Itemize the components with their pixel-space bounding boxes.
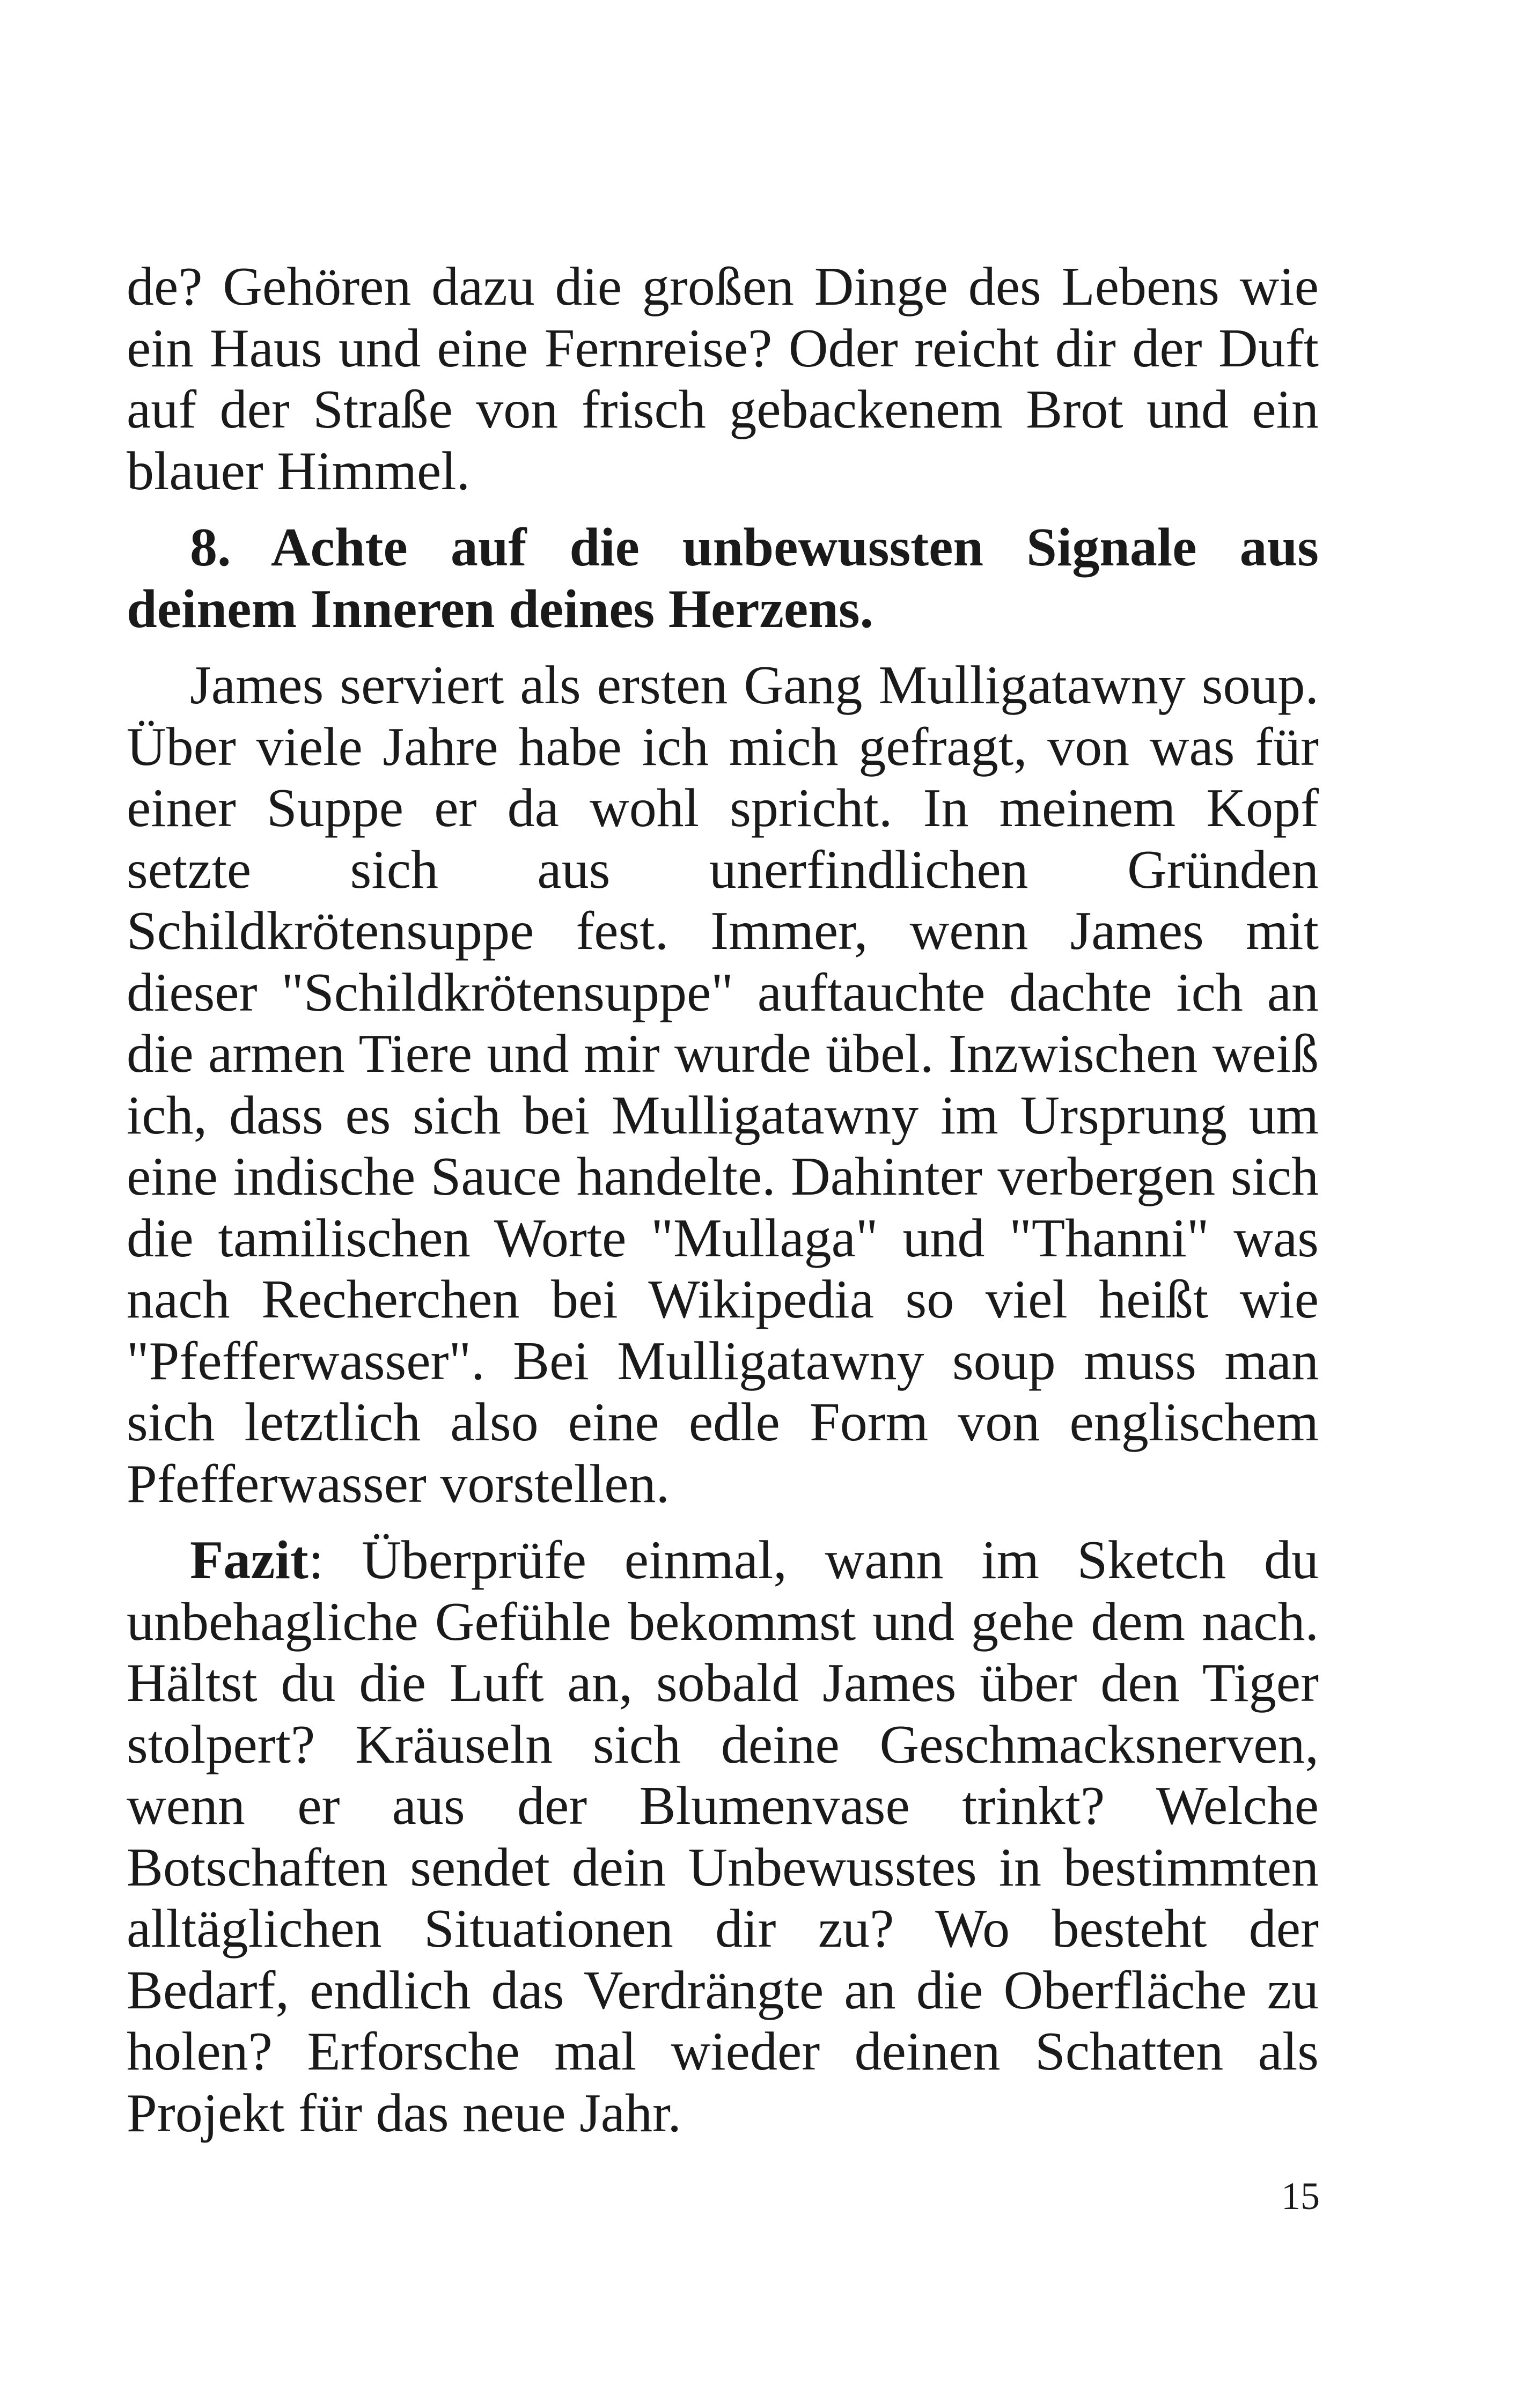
page-number: 15 (1281, 2175, 1320, 2218)
paragraph-mulligatawny: James serviert als ersten Gang Mulligatawny soup. Über viele Jahre habe ich mich gefragt, von was für einer Suppe er da wohl spricht. In meinem Kopf setzte sich aus unerfindlichen Gründen Schildkrötensuppe fest. Immer, wenn James mit dieser "Schildkrötensuppe" auftauchte dachte ich an die armen Tiere und mir wurde übel. Inzwischen weiß ich, dass es sich bei Mulligatawny im Ursprung um eine indische Sauce handelte. Dahinter verbergen sich die tamilischen Worte "Mullaga" und "Thanni" was nach Recherchen bei Wikipedia so viel heißt wie "Pfefferwasser". Bei Mulligatawny soup muss man sich letztlich also eine edle Form von englischem Pfefferwasser vorstellen. (127, 655, 1319, 1514)
fazit-text: : Überprüfe einmal, wann im Sketch du unbehagliche Gefühle bekommst und gehe dem nach. Hältst du die Luft an, sobald James über den Tiger stolpert? Kräuseln sich deine Geschmacksnerven, wenn er aus der Blumenvase trinkt? Welche Botschaften sendet dein Unbewusstes in bestimmten alltäglichen Situationen dir zu? Wo besteht der Bedarf, endlich das Verdrängte an die Oberfläche zu holen? Erforsche mal wieder deinen Schatten als Projekt für das neue Jahr. (127, 1530, 1319, 2144)
fazit-label: Fazit (190, 1530, 308, 1590)
body-text (127, 256, 1319, 2144)
paragraph-continuation: de? Gehören dazu die großen Dinge des Lebens wie ein Haus und eine Fernreise? Oder reicht dir der Duft auf der Straße von frisch gebackenem Brot und ein blauer Himmel. (127, 256, 1319, 502)
paragraph-fazit (127, 1530, 1319, 2144)
section-heading: 8. Achte auf die unbewussten Signale aus deinem Inneren deines Herzens. (127, 517, 1319, 639)
